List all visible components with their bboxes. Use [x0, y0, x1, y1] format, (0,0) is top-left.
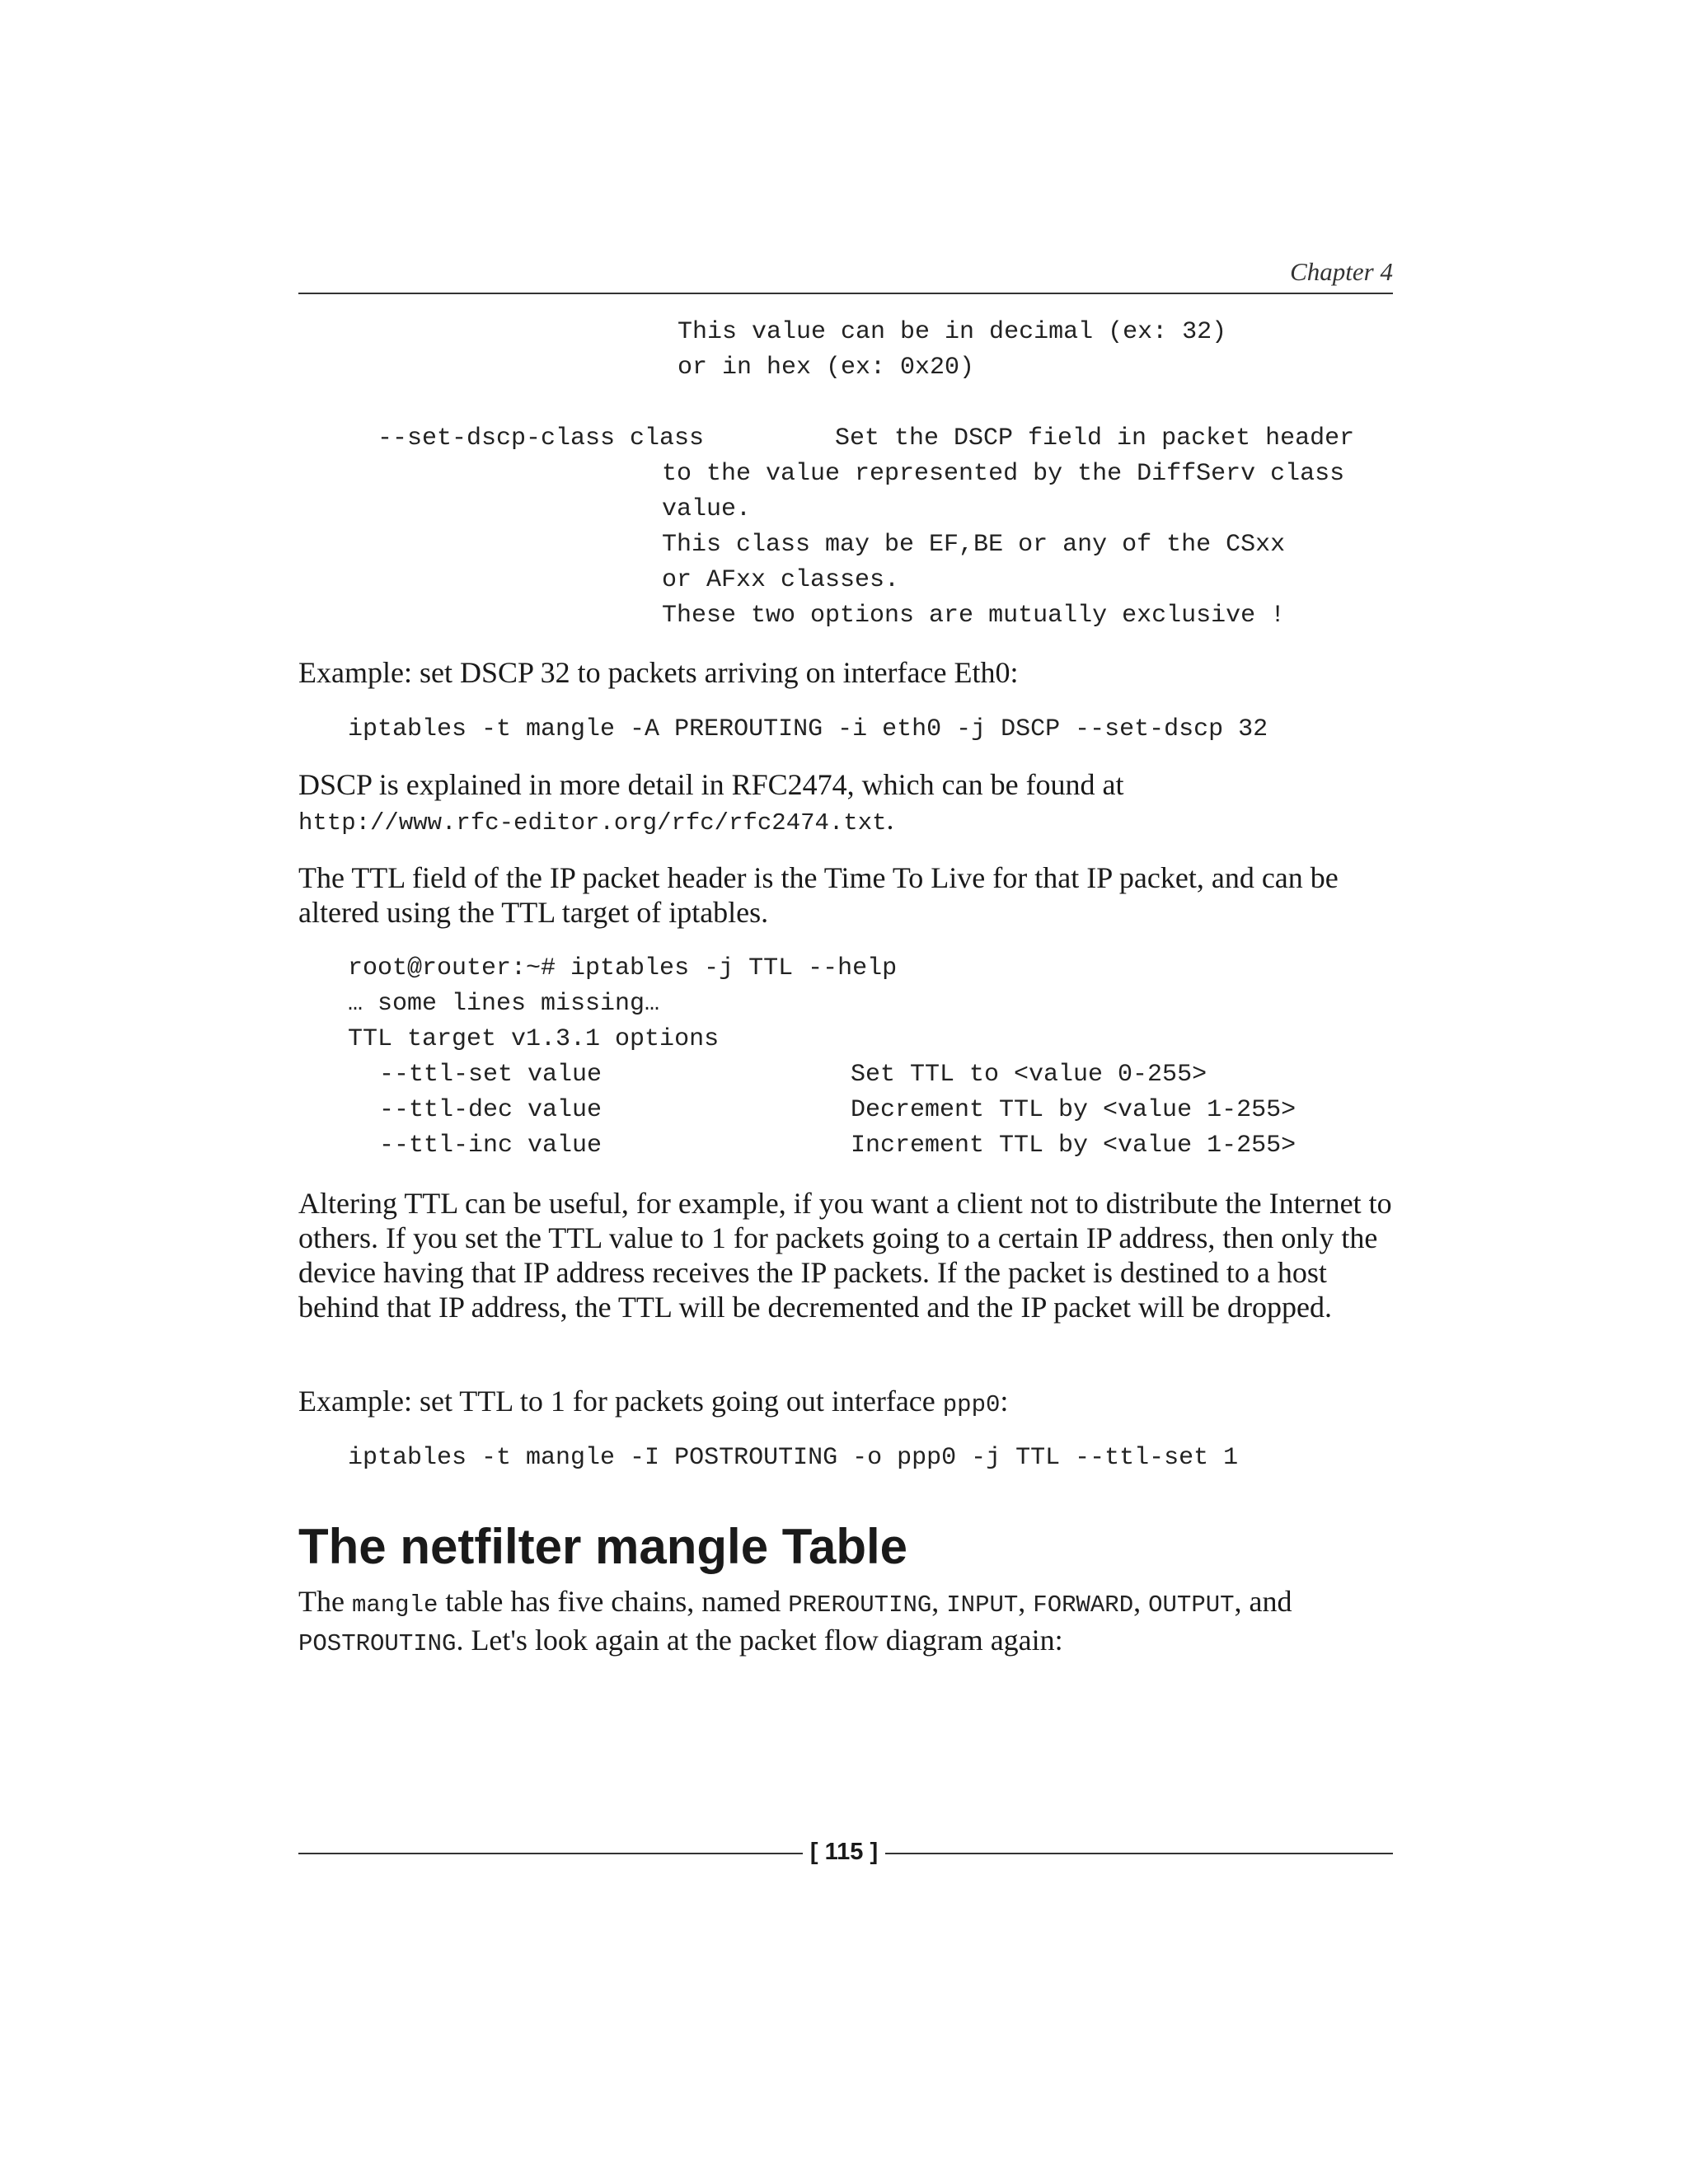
paragraph-example-ttl	[298, 1384, 1395, 1422]
paragraph-text: , and	[1234, 1585, 1292, 1618]
paragraph-text: ,	[931, 1585, 940, 1618]
paragraph-text: Example: set TTL to 1 for packets going out interface	[298, 1385, 935, 1418]
code-line: This class may be EF,BE or any of the CSxx	[662, 531, 1286, 559]
code-line: TTL target v1.3.1 options	[348, 1025, 720, 1053]
code-line: root@router:~# iptables -j TTL --help	[348, 954, 898, 982]
code-option-name: --ttl-set value	[379, 1061, 603, 1089]
inline-code: OUTPUT	[1148, 1591, 1235, 1619]
paragraph-text: The	[298, 1585, 345, 1618]
code-line: or in hex (ex: 0x20)	[678, 354, 975, 382]
paragraph-text: DSCP is explained in more detail in RFC2474, which can be found at	[298, 768, 1124, 801]
inline-code: mangle	[351, 1591, 438, 1619]
footer-rule-left	[298, 1853, 803, 1854]
code-option-description: Set the DSCP field in packet header	[835, 424, 1355, 452]
inline-code: PREROUTING	[788, 1591, 932, 1619]
paragraph-suffix: :	[1000, 1385, 1009, 1418]
inline-code: POSTROUTING	[298, 1630, 457, 1657]
paragraph-text: table has five chains, named	[445, 1585, 781, 1618]
paragraph-example-dscp: Example: set DSCP 32 to packets arriving on interface Eth0:	[298, 656, 1019, 689]
code-example-dscp: iptables -t mangle -A PREROUTING -i eth0 -j DSCP --set-dscp 32	[348, 715, 1268, 743]
code-option-description: Increment TTL by <value 1-255>	[851, 1132, 1296, 1160]
paragraph-suffix: .	[886, 803, 894, 836]
inline-code: INPUT	[946, 1591, 1019, 1619]
code-option-description: Decrement TTL by <value 1-255>	[851, 1096, 1296, 1124]
paragraph-altering-ttl: Altering TTL can be useful, for example, if you want a client not to distribute the Internet to others. If you set the TTL value to 1 for packets going to a certain IP address, then only the device having that IP address receives the IP packets. If the packet is destined to a host behind that IP address, the TTL will be decremented and the IP packet will be dropped.	[298, 1187, 1392, 1324]
inline-code: FORWARD	[1033, 1591, 1134, 1619]
paragraph-text: ,	[1018, 1585, 1026, 1618]
paragraph-rfc	[298, 767, 1395, 841]
header-rule	[298, 293, 1393, 294]
code-option-name: --ttl-inc value	[379, 1132, 603, 1160]
code-option-description: Set TTL to <value 0-255>	[851, 1061, 1207, 1089]
rfc-link[interactable]: http://www.rfc-editor.org/rfc/rfc2474.txt	[298, 809, 887, 837]
paragraph-mangle-table	[298, 1584, 1395, 1661]
code-line: These two options are mutually exclusive !	[662, 602, 1286, 630]
paragraph-text: ,	[1133, 1585, 1142, 1618]
chapter-label: Chapter 4	[1290, 257, 1393, 286]
code-option-name: --set-dscp-class class	[377, 424, 705, 452]
code-example-ttl: iptables -t mangle -I POSTROUTING -o ppp0 -j TTL --ttl-set 1	[348, 1444, 1239, 1472]
paragraph-ttl: The TTL field of the IP packet header is the Time To Live for that IP packet, and can be altered using the TTL target of iptables.	[298, 861, 1339, 929]
footer-rule-right	[885, 1853, 1393, 1854]
code-option-name: --ttl-dec value	[379, 1096, 603, 1124]
section-heading: The netfilter mangle Table	[298, 1519, 908, 1574]
paragraph-text: . Let's look again at the packet flow diagram again:	[456, 1624, 1063, 1657]
code-line: This value can be in decimal (ex: 32)	[678, 318, 1227, 346]
code-line: value.	[662, 495, 752, 523]
code-line: … some lines missing…	[348, 990, 660, 1018]
code-line: or AFxx classes.	[662, 566, 900, 594]
inline-code: ppp0	[942, 1391, 1001, 1418]
code-line: to the value represented by the DiffServ class	[662, 460, 1345, 488]
page-number: [ 115 ]	[809, 1839, 879, 1865]
